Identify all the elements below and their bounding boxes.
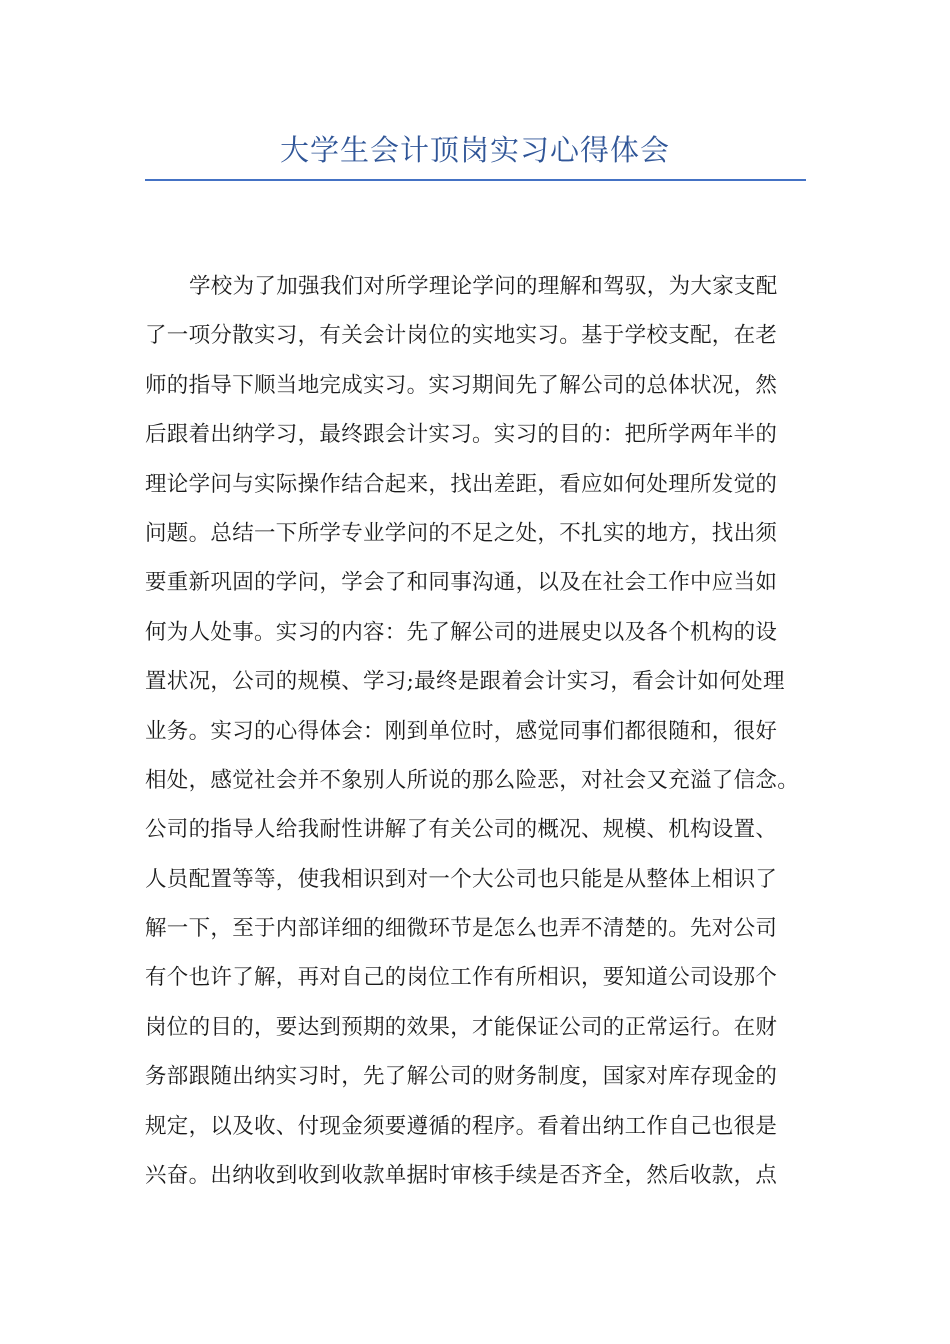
title-underline — [145, 179, 806, 181]
text-line: 规定，以及收、付现金须要遵循的程序。看着出纳工作自己也很是 — [145, 1113, 778, 1139]
text-line: 人员配置等等，使我相识到对一个大公司也只能是从整体上相识了 — [145, 866, 778, 892]
text-line: 问题。总结一下所学专业学问的不足之处，不扎实的地方，找出须 — [145, 520, 778, 546]
text-line: 解一下，至于内部详细的细微环节是怎么也弄不清楚的。先对公司 — [145, 916, 778, 942]
body-paragraph — [145, 262, 825, 1200]
document-title: 大学生会计顶岗实习心得体会 — [279, 133, 670, 167]
text-line: 何为人处事。实习的内容：先了解公司的进展史以及各个机构的设 — [145, 619, 778, 645]
text-line: 后跟着出纳学习，最终跟会计实习。实习的目的：把所学两年半的 — [145, 422, 778, 448]
text-line: 务部跟随出纳实习时，先了解公司的财务制度，国家对库存现金的 — [145, 1064, 778, 1090]
text-line: 有个也许了解，再对自己的岗位工作有所相识，要知道公司设那个 — [145, 965, 778, 991]
text-line: 置状况，公司的规模、学习;最终是跟着会计实习，看会计如何处理 — [145, 669, 785, 695]
text-line: 师的指导下顺当地完成实习。实习期间先了解公司的总体状况，然 — [145, 372, 778, 398]
text-line: 要重新巩固的学问，学会了和同事沟通，以及在社会工作中应当如 — [145, 570, 778, 596]
text-line: 公司的指导人给我耐性讲解了有关公司的概况、规模、机构设置、 — [145, 817, 778, 843]
text-line: 了一项分散实习，有关会计岗位的实地实习。基于学校支配，在老 — [145, 323, 778, 349]
text-line: 理论学问与实际操作结合起来，找出差距，看应如何处理所发觉的 — [145, 471, 778, 497]
text-line: 相处，感觉社会并不象别人所说的那么险恶，对社会又充溢了信念。 — [145, 767, 800, 793]
text-line: 学校为了加强我们对所学理论学问的理解和驾驭，为大家支配 — [189, 274, 778, 299]
text-line: 业务。实习的心得体会：刚到单位时，感觉同事们都很随和，很好 — [145, 718, 778, 744]
text-line: 岗位的目的，要达到预期的效果，才能保证公司的正常运行。在财 — [145, 1014, 778, 1040]
text-line: 兴奋。出纳收到收到收款单据时审核手续是否齐全，然后收款，点 — [145, 1163, 778, 1189]
